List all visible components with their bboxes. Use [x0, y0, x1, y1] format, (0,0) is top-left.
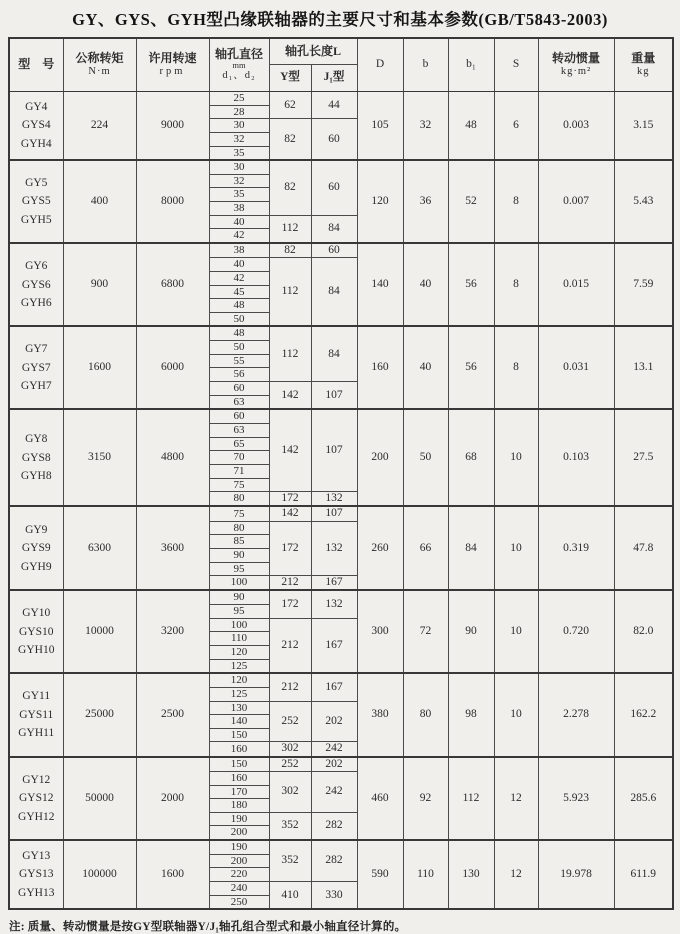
model-name: GY6 [25, 260, 48, 273]
length-j1-cell: 167 [311, 673, 357, 701]
header-bore-length: 轴孔长度L [269, 38, 357, 65]
header-torque: 公称转矩 N·m [63, 38, 136, 92]
header-dim-b: b [403, 38, 448, 92]
dim-S-cell: 12 [494, 840, 538, 909]
length-y-cell: 252 [269, 701, 311, 742]
weight-cell: 162.2 [614, 673, 673, 756]
dim-D-cell: 140 [357, 243, 403, 326]
table-row [9, 673, 673, 687]
length-j1-cell: 132 [311, 521, 357, 576]
bore-diameter-cell: 160 [209, 771, 269, 785]
bore-diameter-cell: 35 [209, 146, 269, 160]
bore-diameter-cell: 28 [209, 105, 269, 119]
dim-D-cell: 460 [357, 757, 403, 840]
length-y-cell: 112 [269, 258, 311, 327]
torque-cell: 25000 [63, 673, 136, 756]
length-y-cell: 302 [269, 742, 311, 757]
model-name: GYS5 [21, 195, 51, 208]
inertia-cell: 19.978 [538, 840, 614, 909]
dim-b-cell: 72 [403, 590, 448, 673]
length-y-cell: 112 [269, 326, 311, 381]
bore-diameter-cell: 160 [209, 742, 269, 757]
length-j1-cell: 60 [311, 119, 357, 160]
table-row [9, 506, 673, 521]
model-name: GYS11 [19, 708, 54, 721]
inertia-cell: 5.923 [538, 757, 614, 840]
speed-cell: 6800 [136, 243, 209, 326]
bore-diameter-cell: 42 [209, 229, 269, 243]
bore-diameter-cell: 48 [209, 299, 269, 313]
bore-diameter-cell: 80 [209, 492, 269, 507]
dim-b1-cell: 48 [448, 92, 494, 161]
bore-diameter-cell: 100 [209, 576, 269, 591]
dim-S-cell: 8 [494, 326, 538, 409]
torque-cell: 10000 [63, 590, 136, 673]
model-name: GY5 [25, 177, 48, 190]
bore-diameter-cell: 150 [209, 757, 269, 772]
length-j1-cell: 167 [311, 576, 357, 591]
header-weight: 重量 kg [614, 38, 673, 92]
inertia-cell: 0.015 [538, 243, 614, 326]
dim-D-cell: 380 [357, 673, 403, 756]
model-cell [9, 590, 63, 673]
dim-S-cell: 8 [494, 243, 538, 326]
length-y-cell: 212 [269, 576, 311, 591]
bore-diameter-cell: 63 [209, 423, 269, 437]
table-row [9, 757, 673, 772]
dim-b1-cell: 112 [448, 757, 494, 840]
model-name: GYS6 [21, 278, 51, 291]
header-dim-b1: b₁ [448, 38, 494, 92]
model-cell [9, 673, 63, 756]
model-name: GY11 [22, 690, 51, 703]
model-cell [9, 840, 63, 909]
model-cell [9, 326, 63, 409]
length-y-cell: 212 [269, 618, 311, 673]
bore-diameter-cell: 60 [209, 409, 269, 423]
header-j1-type: J₁型 [311, 65, 357, 92]
torque-cell: 100000 [63, 840, 136, 909]
speed-cell: 1600 [136, 840, 209, 909]
bore-diameter-cell: 35 [209, 188, 269, 202]
dim-D-cell: 590 [357, 840, 403, 909]
bore-diameter-cell: 56 [209, 368, 269, 382]
dim-D-cell: 120 [357, 160, 403, 243]
bore-diameter-cell: 75 [209, 506, 269, 521]
dim-S-cell: 10 [494, 590, 538, 673]
bore-diameter-cell: 120 [209, 645, 269, 659]
bore-diameter-cell: 32 [209, 174, 269, 188]
model-cell [9, 243, 63, 326]
bore-diameter-cell: 70 [209, 451, 269, 465]
length-y-cell: 352 [269, 840, 311, 881]
torque-cell: 6300 [63, 506, 136, 590]
speed-cell: 2500 [136, 673, 209, 756]
speed-cell: 4800 [136, 409, 209, 506]
torque-cell: 3150 [63, 409, 136, 506]
bore-diameter-cell: 100 [209, 618, 269, 632]
header-bore-diameter: 轴孔直径 mm d₁、d₂ [209, 38, 269, 92]
bore-diameter-cell: 95 [209, 605, 269, 619]
length-j1-cell: 60 [311, 243, 357, 258]
header-model: 型 号 [9, 38, 63, 92]
bore-diameter-cell: 130 [209, 701, 269, 715]
dim-S-cell: 8 [494, 160, 538, 243]
dim-S-cell: 10 [494, 673, 538, 756]
weight-cell: 5.43 [614, 160, 673, 243]
bore-diameter-cell: 190 [209, 812, 269, 826]
length-j1-cell: 282 [311, 812, 357, 840]
dim-S-cell: 10 [494, 506, 538, 590]
bore-diameter-cell: 110 [209, 632, 269, 646]
model-name: GYH4 [20, 137, 52, 150]
bore-diameter-cell: 25 [209, 92, 269, 106]
dim-b-cell: 66 [403, 506, 448, 590]
length-y-cell: 142 [269, 506, 311, 521]
bore-diameter-cell: 220 [209, 868, 269, 882]
inertia-cell: 0.720 [538, 590, 614, 673]
model-name: GYH9 [20, 560, 52, 573]
length-j1-cell: 84 [311, 326, 357, 381]
length-j1-cell: 132 [311, 590, 357, 618]
bore-diameter-cell: 38 [209, 243, 269, 258]
model-name: GYS7 [21, 361, 51, 374]
model-name: GYS12 [18, 792, 54, 805]
dim-D-cell: 300 [357, 590, 403, 673]
dim-b1-cell: 68 [448, 409, 494, 506]
bore-diameter-cell: 48 [209, 326, 269, 340]
dim-b1-cell: 130 [448, 840, 494, 909]
length-y-cell: 410 [269, 881, 311, 909]
model-cell [9, 757, 63, 840]
model-name: GY4 [25, 101, 48, 114]
header-inertia: 转动惯量 kg·m² [538, 38, 614, 92]
bore-diameter-cell: 125 [209, 659, 269, 673]
bore-diameter-cell: 38 [209, 202, 269, 216]
bore-diameter-cell: 85 [209, 535, 269, 549]
dim-b-cell: 80 [403, 673, 448, 756]
model-cell [9, 160, 63, 243]
length-j1-cell: 242 [311, 771, 357, 812]
model-name: GY12 [22, 773, 51, 786]
bore-diameter-cell: 150 [209, 728, 269, 742]
model-name: GY13 [22, 850, 51, 863]
bore-diameter-cell: 170 [209, 785, 269, 799]
model-name: GY7 [25, 343, 48, 356]
weight-cell: 82.0 [614, 590, 673, 673]
length-y-cell: 172 [269, 492, 311, 507]
dim-D-cell: 200 [357, 409, 403, 506]
bore-diameter-cell: 250 [209, 895, 269, 909]
torque-cell: 1600 [63, 326, 136, 409]
dim-D-cell: 260 [357, 506, 403, 590]
length-j1-cell: 167 [311, 618, 357, 673]
length-j1-cell: 84 [311, 258, 357, 327]
model-name: GYH6 [20, 296, 52, 309]
speed-cell: 9000 [136, 92, 209, 161]
bore-diameter-cell: 80 [209, 521, 269, 535]
bore-diameter-cell: 32 [209, 132, 269, 146]
bore-diameter-cell: 75 [209, 478, 269, 492]
length-y-cell: 82 [269, 119, 311, 160]
length-y-cell: 172 [269, 521, 311, 576]
dim-b1-cell: 56 [448, 326, 494, 409]
model-name: GYH8 [20, 470, 52, 483]
model-name: GY8 [25, 433, 48, 446]
weight-cell: 47.8 [614, 506, 673, 590]
table-row [9, 160, 673, 174]
model-name: GYH13 [18, 886, 55, 899]
bore-diameter-cell: 90 [209, 548, 269, 562]
length-j1-cell: 282 [311, 840, 357, 881]
table-row [9, 243, 673, 258]
table-row [9, 92, 673, 106]
bore-diameter-cell: 55 [209, 354, 269, 368]
model-name: GYS10 [18, 625, 54, 638]
length-j1-cell: 107 [311, 382, 357, 410]
model-name: GY9 [25, 523, 48, 536]
model-cell [9, 92, 63, 161]
model-name: GYH5 [20, 213, 52, 226]
dim-b1-cell: 52 [448, 160, 494, 243]
speed-cell: 3600 [136, 506, 209, 590]
table-row [9, 409, 673, 423]
torque-cell: 224 [63, 92, 136, 161]
torque-cell: 900 [63, 243, 136, 326]
length-y-cell: 142 [269, 382, 311, 410]
bore-diameter-cell: 180 [209, 799, 269, 813]
weight-cell: 3.15 [614, 92, 673, 161]
bore-diameter-cell: 30 [209, 160, 269, 174]
speed-cell: 8000 [136, 160, 209, 243]
torque-cell: 400 [63, 160, 136, 243]
inertia-cell: 0.003 [538, 92, 614, 161]
weight-cell: 285.6 [614, 757, 673, 840]
bore-diameter-cell: 50 [209, 341, 269, 355]
bore-diameter-cell: 40 [209, 215, 269, 229]
speed-cell: 3200 [136, 590, 209, 673]
footnote: 注: 质量、转动惯量是按GY型联轴器Y/J₁轴孔组合型式和最小轴直径计算的。 [9, 921, 407, 934]
bore-diameter-cell: 30 [209, 119, 269, 133]
dim-S-cell: 6 [494, 92, 538, 161]
dim-S-cell: 10 [494, 409, 538, 506]
inertia-cell: 0.031 [538, 326, 614, 409]
length-y-cell: 82 [269, 160, 311, 215]
dim-b-cell: 32 [403, 92, 448, 161]
length-y-cell: 112 [269, 215, 311, 243]
bore-diameter-cell: 42 [209, 271, 269, 285]
table-row [9, 590, 673, 604]
model-name: GY10 [22, 607, 51, 620]
bore-diameter-cell: 125 [209, 687, 269, 701]
page-title: GY、GYS、GYH型凸缘联轴器的主要尺寸和基本参数(GB/T5843-2003) [72, 10, 608, 29]
bore-diameter-cell: 140 [209, 715, 269, 729]
model-name: GYS13 [18, 868, 54, 881]
dim-D-cell: 160 [357, 326, 403, 409]
length-j1-cell: 132 [311, 492, 357, 507]
bore-diameter-cell: 90 [209, 590, 269, 604]
length-j1-cell: 202 [311, 757, 357, 772]
weight-cell: 13.1 [614, 326, 673, 409]
dim-b1-cell: 98 [448, 673, 494, 756]
bore-diameter-cell: 95 [209, 562, 269, 576]
model-name: GYH12 [18, 810, 55, 823]
table-row [9, 326, 673, 340]
table-header [9, 38, 673, 92]
speed-cell: 2000 [136, 757, 209, 840]
model-cell [9, 506, 63, 590]
bore-diameter-cell: 65 [209, 437, 269, 451]
bore-diameter-cell: 200 [209, 854, 269, 868]
model-name: GYS4 [21, 119, 51, 132]
dim-b-cell: 40 [403, 243, 448, 326]
header-dim-D: D [357, 38, 403, 92]
model-name: GYH11 [18, 727, 55, 740]
bore-diameter-cell: 63 [209, 395, 269, 409]
length-j1-cell: 330 [311, 881, 357, 909]
model-name: GYS9 [21, 542, 51, 555]
length-y-cell: 82 [269, 243, 311, 258]
bore-diameter-cell: 190 [209, 840, 269, 854]
dim-b-cell: 40 [403, 326, 448, 409]
spec-table [8, 37, 674, 910]
length-y-cell: 62 [269, 92, 311, 119]
bore-diameter-cell: 60 [209, 382, 269, 396]
dim-b1-cell: 56 [448, 243, 494, 326]
bore-diameter-cell: 71 [209, 464, 269, 478]
length-j1-cell: 242 [311, 742, 357, 757]
inertia-cell: 0.007 [538, 160, 614, 243]
dim-b-cell: 92 [403, 757, 448, 840]
table-row [9, 840, 673, 854]
length-y-cell: 172 [269, 590, 311, 618]
header-y-type: Y型 [269, 65, 311, 92]
bore-diameter-cell: 120 [209, 673, 269, 687]
model-cell [9, 409, 63, 506]
dim-b-cell: 36 [403, 160, 448, 243]
inertia-cell: 0.319 [538, 506, 614, 590]
inertia-cell: 0.103 [538, 409, 614, 506]
length-y-cell: 252 [269, 757, 311, 772]
model-name: GYH10 [18, 643, 55, 656]
dim-D-cell: 105 [357, 92, 403, 161]
length-j1-cell: 60 [311, 160, 357, 215]
model-name: GYS8 [21, 451, 51, 464]
length-y-cell: 302 [269, 771, 311, 812]
bore-diameter-cell: 40 [209, 258, 269, 272]
length-y-cell: 352 [269, 812, 311, 840]
dim-b1-cell: 90 [448, 590, 494, 673]
length-y-cell: 212 [269, 673, 311, 701]
inertia-cell: 2.278 [538, 673, 614, 756]
length-j1-cell: 44 [311, 92, 357, 119]
weight-cell: 27.5 [614, 409, 673, 506]
bore-diameter-cell: 50 [209, 312, 269, 326]
dim-S-cell: 12 [494, 757, 538, 840]
dim-b-cell: 50 [403, 409, 448, 506]
length-j1-cell: 107 [311, 506, 357, 521]
speed-cell: 6000 [136, 326, 209, 409]
length-j1-cell: 202 [311, 701, 357, 742]
spec-table-body [9, 92, 673, 910]
weight-cell: 7.59 [614, 243, 673, 326]
length-j1-cell: 84 [311, 215, 357, 243]
length-y-cell: 142 [269, 409, 311, 491]
dim-b-cell: 110 [403, 840, 448, 909]
bore-diameter-cell: 200 [209, 826, 269, 840]
length-j1-cell: 107 [311, 409, 357, 491]
weight-cell: 611.9 [614, 840, 673, 909]
model-name: GYH7 [20, 380, 52, 393]
header-dim-S: S [494, 38, 538, 92]
dim-b1-cell: 84 [448, 506, 494, 590]
header-speed: 许用转速 rpm [136, 38, 209, 92]
torque-cell: 50000 [63, 757, 136, 840]
bore-diameter-cell: 240 [209, 881, 269, 895]
bore-diameter-cell: 45 [209, 285, 269, 299]
